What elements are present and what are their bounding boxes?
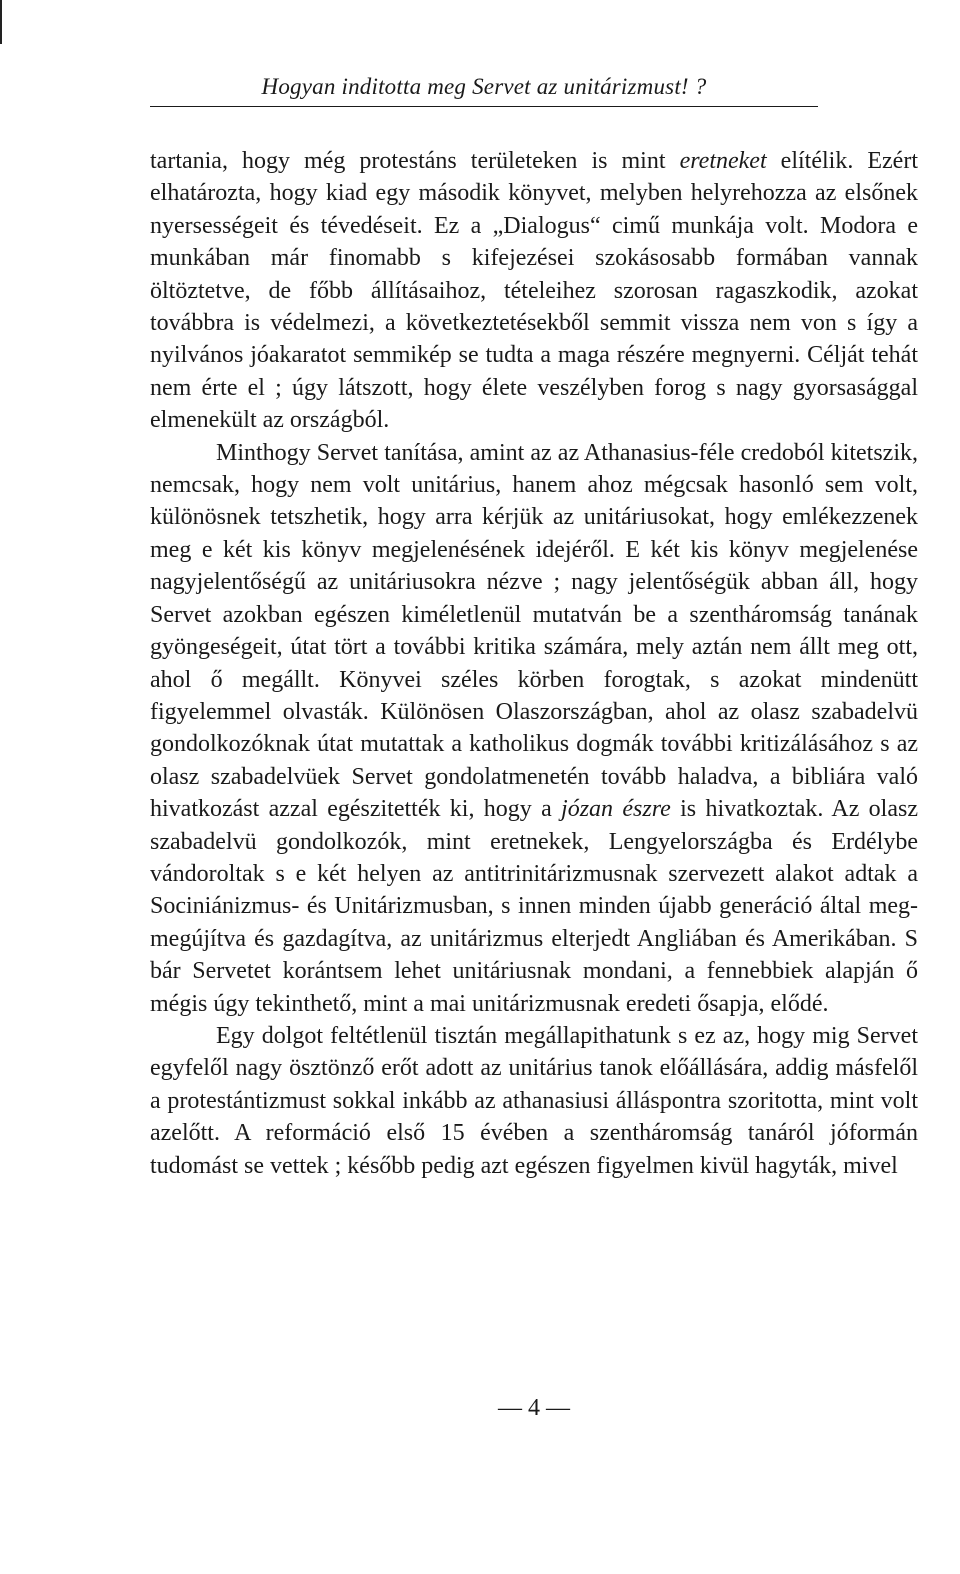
- paragraph-1-text-a: tartania, hogy még protestáns területeken is mint: [150, 148, 680, 174]
- running-head: Hogyan inditotta meg Servet az unitárizmust! ?: [261, 74, 707, 99]
- paragraph-3: [150, 1020, 918, 1182]
- paragraph-2-emphasis: józan észre: [561, 796, 671, 823]
- page-number: — 4 —: [498, 1395, 570, 1421]
- paragraph-2: [150, 437, 918, 1020]
- paragraph-1-text-b: elítélik. Ezért elhatározta, hogy kiad egy második könyvet, melyben helyrehozza az elsőnek nyersességeit és tévedéseit. Ez a „Dialogus“ cimű munkája volt. Modora e munkában már finomabb s kifejezései szokásosabb formában vannak öltöztetve, de főbb állításaihoz, tételeihez szorosan ragaszkodik, azokat továbbra is védelmezi, a következtetésekből semmit vissza nem von s így a nyilvános jóakaratot semmikép se tudta a maga részére megnyerni. Célját tehát nem érte el ; úgy látszott, hogy élete veszélyben forog s nagy gyorsasággal elmenekült az országból.: [150, 148, 918, 434]
- paragraph-3-text-a: Egy dolgot feltétlenül tisztán megállapithatunk s ez az, hogy mig Servet egyfelől nagy ösztönző erőt adott az unitárius tanok előállására, addig másfelől a protestántizmust sokkal inkább az athanasiusi álláspontra szoritotta, mint volt azelőtt. A reformáció első 15 évében a szentháromság tanáról jóformán tudomást se vettek ; később pedig azt egészen figyelmen kivül hagyták, mivel: [150, 1022, 918, 1179]
- header-rule: [150, 106, 818, 107]
- scan-edge-mark: [0, 0, 2, 44]
- paragraph-1-emphasis: eretneket: [679, 148, 767, 174]
- paragraph-1: [150, 145, 918, 437]
- paragraph-2-text-a: Minthogy Servet tanítása, amint az az Athanasius-féle credoból kitetszik, nemcsak, hogy nem volt unitárius, hanem ahoz mégcsak hasonló sem volt, különösnek tetszhetik, hogy arra kérjük az unitáriusokat, hogy emlékezzenek meg e két kis könyv megjelenésének idejéről. E két kis könyv megjelenése nagyjelentőségű az unitáriusokra nézve ; nagy jelentőségük abban áll, hogy Servet azokban egészen kiméletlenül mutatván be a szentháromság tanának gyöngeségeit, útat tört a további kritika számára, mely aztán nem állt meg ott, ahol ő megállt. Könyvei széles körben forogtak, s azokat mindenütt figyelemmel olvasták. Különösen Olaszországban, ahol az olasz szabadelvü gondolkozóknak útat mutattak a katholikus dogmák további kritizálásához s az olasz szabadelvüek Servet gondolatmenetén tovább haladva, a bibliára való hivatkozást azzal egészitették ki, hogy a: [150, 439, 918, 823]
- body-text: [150, 145, 918, 1182]
- paragraph-2-text-b: is hivatkoztak. Az olasz szabadelvü gondolkozók, mint eretnekek, Lengyelországba és Erdélybe vándoroltak s e két helyen az antitrinitárizmusnak szervezett alakot adtak a Sociniánizmus- és Unitárizmusban, s innen minden újabb generáció által meg-megújítva és gazdagítva, az unitárizmus elterjedt Angliában és Amerikában. S bár Servetet korántsem lehet unitáriusnak mondani, a fennebbiek alapján ő mégis úgy tekinthető, mint a mai unitárizmusnak eredeti ősapja, elődé.: [150, 796, 918, 1017]
